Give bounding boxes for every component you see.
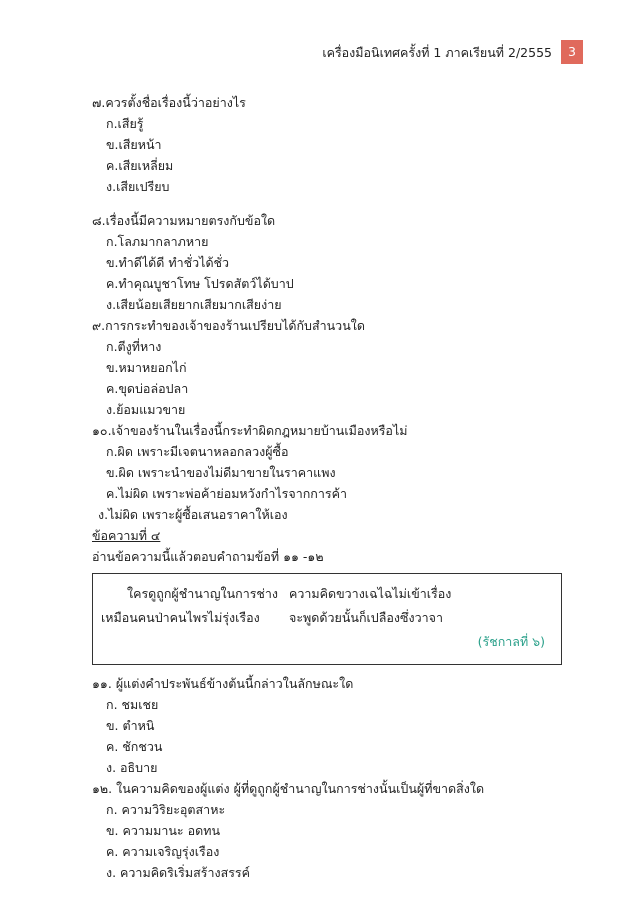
q12-option-a: ก. ความวิริยะอุตสาหะ xyxy=(106,802,226,817)
page-number-badge: 3 xyxy=(561,40,583,64)
q11-option-c: ค. ชักชวน xyxy=(106,739,163,754)
poem-line1-right: ความคิดขวางเฉไฉไม่เข้าเรื่อง xyxy=(289,586,452,601)
question-10: ๑๐.เจ้าของร้านในเรื่องนี้กระทำผิดกฎหมายบ้านเมืองหรือไม่ xyxy=(92,423,408,438)
q10-option-b: ข.ผิด เพราะนำของไม่ดีมาขายในราคาแพง xyxy=(106,465,336,480)
q8-option-d: ง.เสียน้อยเสียยากเสียมากเสียง่าย xyxy=(106,297,282,312)
q9-option-a: ก.ตีงูที่หาง xyxy=(106,339,162,354)
q7-option-b: ข.เสียหน้า xyxy=(106,137,162,152)
q12-option-c: ค. ความเจริญรุ่งเรือง xyxy=(106,844,220,859)
passage-heading: ข้อความที่ ๔ xyxy=(92,528,161,543)
q12-option-b: ข. ความมานะ อดทน xyxy=(106,823,221,838)
question-12: ๑๒. ในความคิดของผู้แต่ง ผู้ที่ดูถูกผู้ชำนาญในการช่างนั้นเป็นผู้ที่ขาดสิ่งใด xyxy=(92,781,485,796)
q10-option-a: ก.ผิด เพราะมีเจตนาหลอกลวงผู้ซื้อ xyxy=(106,444,289,459)
question-11: ๑๑. ผู้แต่งคำประพันธ์ข้างต้นนี้กล่าวในลักษณะใด xyxy=(92,676,354,691)
poem-box xyxy=(92,573,562,665)
q9-option-d: ง.ย้อมแมวขาย xyxy=(106,402,186,417)
q11-option-d: ง. อธิบาย xyxy=(106,760,158,775)
q11-option-b: ข. ตำหนิ xyxy=(106,718,155,733)
question-7: ๗.ควรตั้งชื่อเรื่องนี้ว่าอย่างไร xyxy=(92,95,246,110)
passage-instruction: อ่านข้อความนี้แล้วตอบคำถามข้อที่ ๑๑ -๑๒ xyxy=(92,549,324,564)
q7-option-a: ก.เสียรู้ xyxy=(106,116,144,131)
q8-option-c: ค.ทำคุณบูชาโทษ โปรดสัตว์ได้บาป xyxy=(106,276,294,291)
poem-line2-right: จะพูดด้วยนั้นก็เปลืองซึ่งวาจา xyxy=(289,610,443,625)
question-9: ๙.การกระทำของเจ้าของร้านเปรียบได้กับสำนวนใด xyxy=(92,318,365,333)
poem-line2-left: เหมือนคนป่าคนไพรไม่รุ่งเรือง xyxy=(101,610,260,625)
question-8: ๘.เรื่องนี้มีความหมายตรงกับข้อใด xyxy=(92,213,276,228)
q10-option-d: ง.ไม่ผิด เพราะผู้ซื้อเสนอราคาให้เอง xyxy=(98,507,288,522)
q9-option-c: ค.ขุดบ่อล่อปลา xyxy=(106,381,189,396)
header-title: เครื่องมือนิเทศครั้งที่ 1 ภาคเรียนที่ 2/2555 xyxy=(322,45,552,60)
q10-option-c: ค.ไม่ผิด เพราะพ่อค้าย่อมหวังกำไรจากการค้า xyxy=(106,486,347,501)
q8-option-b: ข.ทำดีได้ดี ทำชั่วได้ชั่ว xyxy=(106,255,230,270)
q11-option-a: ก. ชมเชย xyxy=(106,697,159,712)
q7-option-d: ง.เสียเปรียบ xyxy=(106,179,170,194)
poem-line1-left: ใครดูถูกผู้ชำนาญในการช่าง xyxy=(127,586,279,601)
q7-option-c: ค.เสียเหลี่ยม xyxy=(106,158,174,173)
document-body xyxy=(92,92,562,883)
q12-option-d: ง. ความคิดริเริ่มสร้างสรรค์ xyxy=(106,865,250,880)
q9-option-b: ข.หมาหยอกไก่ xyxy=(106,360,187,375)
poem-source: (รัชกาลที่ ๖) xyxy=(477,634,545,649)
q8-option-a: ก.โลภมากลาภหาย xyxy=(106,234,209,249)
